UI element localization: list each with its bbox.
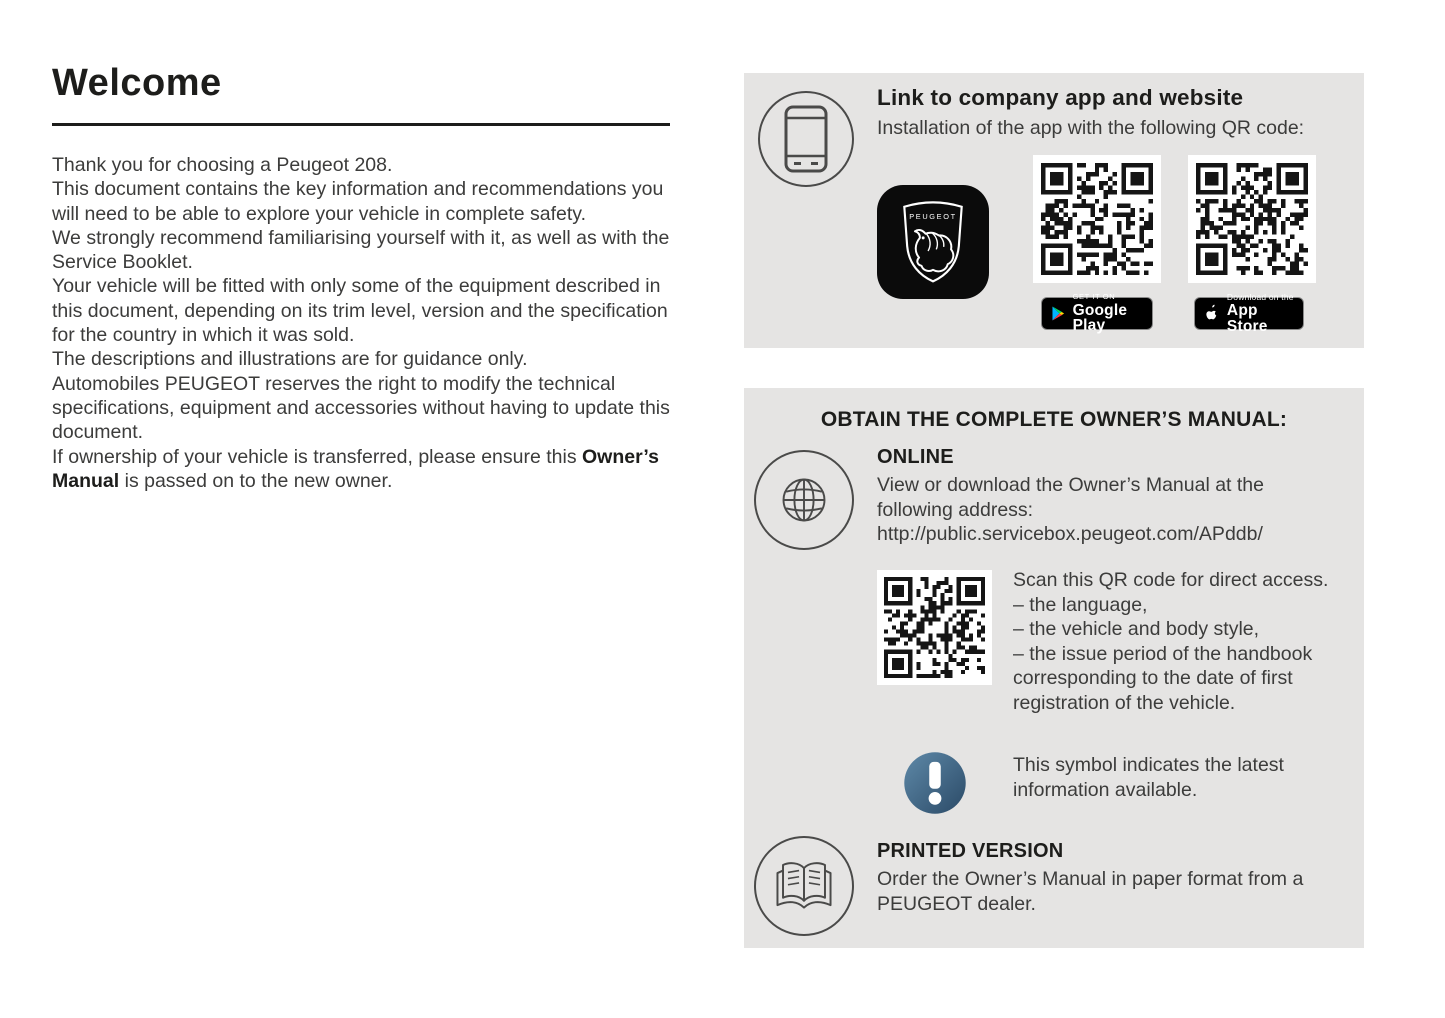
google-play-badge[interactable] xyxy=(1041,292,1153,335)
paragraph-text: is passed on to the new owner. xyxy=(119,469,393,492)
smartphone-icon xyxy=(758,91,854,187)
page-title: Welcome xyxy=(52,62,222,104)
scan-item: – the language, xyxy=(1013,593,1148,616)
scan-item: – the vehicle and body style, xyxy=(1013,618,1260,641)
open-book-icon xyxy=(754,836,854,936)
owners-manual-emphasis: Owner’s Manual xyxy=(52,445,659,492)
title-divider xyxy=(52,123,670,126)
obtain-manual-panel xyxy=(744,388,1364,948)
paragraph: The descriptions and illustrations are for guidance only. xyxy=(52,348,528,371)
scan-instructions xyxy=(1013,568,1348,716)
welcome-body-text xyxy=(52,153,670,493)
app-store-tagline: Download on the xyxy=(1226,291,1294,302)
latest-info-exclamation-icon xyxy=(903,751,967,815)
globe-icon xyxy=(754,450,854,550)
manual-url-link[interactable]: http://public.servicebox.peugeot.com/APddb/ xyxy=(877,523,1263,546)
paragraph: Automobiles PEUGEOT reserves the right to modify the technical specifications, equipment and accessories without having to update this document. xyxy=(52,372,670,444)
svg-text:PEUGEOT: PEUGEOT xyxy=(909,212,957,222)
welcome-section xyxy=(52,62,670,493)
qr-code-manual-access xyxy=(877,570,992,685)
online-body: View or download the Owner’s Manual at the following address: xyxy=(877,474,1264,521)
online-heading: ONLINE xyxy=(877,446,954,468)
apple-icon xyxy=(1204,303,1220,325)
paragraph-with-bold xyxy=(52,445,670,494)
google-play-label: Google Play xyxy=(1072,301,1128,335)
latest-info-note: This symbol indicates the latest information available. xyxy=(1013,754,1284,801)
app-panel-subtitle: Installation of the app with the following QR code: xyxy=(877,117,1305,139)
online-section xyxy=(877,446,1342,547)
printed-heading: PRINTED VERSION xyxy=(877,840,1064,862)
app-panel-title: Link to company app and website xyxy=(877,85,1244,110)
qr-code-google-play xyxy=(1033,155,1161,283)
printed-version-section xyxy=(877,840,1347,916)
manual-panel-title: OBTAIN THE COMPLETE OWNER’S MANUAL: xyxy=(820,408,1288,431)
app-link-panel xyxy=(744,73,1364,348)
app-store-badge[interactable] xyxy=(1194,291,1304,335)
app-store-label: App Store xyxy=(1226,302,1268,335)
paragraph: Your vehicle will be fitted with only some of the equipment described in this document, depending on its trim level, version and the specification for the country in which it was sold. xyxy=(52,275,668,347)
scan-item: – the issue period of the handbook corresponding to the date of first registration of the vehicle. xyxy=(1013,642,1313,714)
paragraph: This document contains the key information and recommendations you will need to be able to explore your vehicle in complete safety. xyxy=(52,178,664,225)
paragraph: We strongly recommend familiarising yourself with it, as well as with the Service Booklet. xyxy=(52,226,670,274)
paragraph-text: If ownership of your vehicle is transferred, please ensure this xyxy=(52,445,583,468)
peugeot-app-icon xyxy=(877,185,989,299)
scan-intro: Scan this QR code for direct access. xyxy=(1013,569,1329,591)
paragraph: Thank you for choosing a Peugeot 208. xyxy=(52,154,393,176)
google-play-icon xyxy=(1051,303,1066,324)
google-play-tagline: GET IT ON xyxy=(1072,292,1116,302)
peugeot-lion-logo xyxy=(892,196,974,288)
printed-body: Order the Owner’s Manual in paper format from a PEUGEOT dealer. xyxy=(877,868,1304,915)
qr-code-app-store xyxy=(1188,155,1316,283)
